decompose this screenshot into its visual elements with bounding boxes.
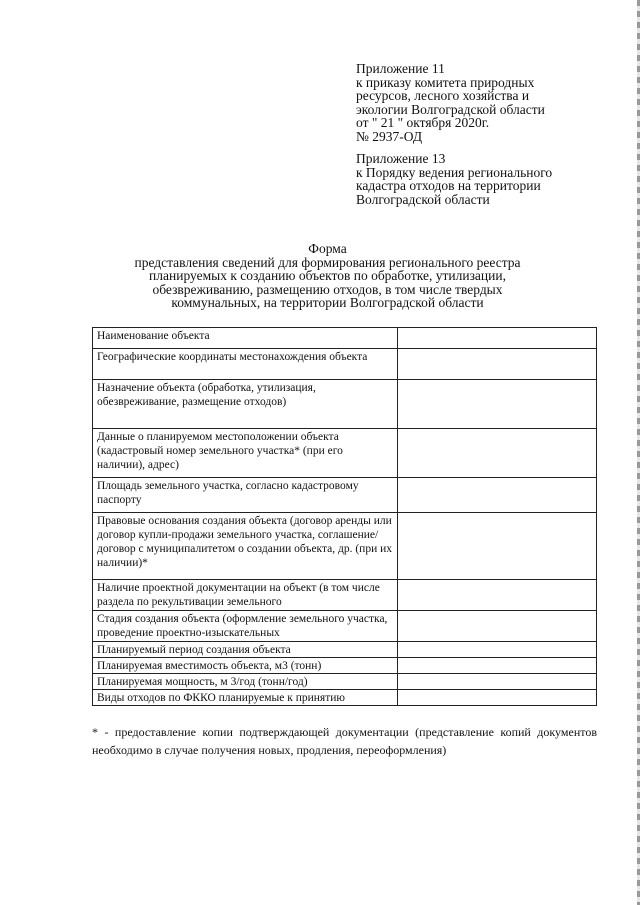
row-label: Правовые основания создания объекта (договор аренды или договор купли-продажи земельного участка, соглашение/ договор с муниципалитетом о создании объекта, др. (при их наличии)* xyxy=(93,513,398,580)
row-value-field[interactable] xyxy=(398,429,597,478)
table-row xyxy=(93,580,597,611)
row-value-field[interactable] xyxy=(398,690,597,706)
row-value-field[interactable] xyxy=(398,349,597,380)
row-label: Стадия создания объекта (оформление земельного участка, проведение проектно-изыскательных xyxy=(93,611,398,642)
table-row xyxy=(93,349,597,380)
row-value-field[interactable] xyxy=(398,580,597,611)
row-label: Планируемая мощность, м 3/год (тонн/год) xyxy=(93,674,398,690)
table-row xyxy=(93,611,597,642)
appendix-13-line: кадастра отходов на территории xyxy=(356,178,541,193)
row-label: Наличие проектной документации на объект (в том числе раздела по рекультивации земельного xyxy=(93,580,398,611)
form-title-line: представления сведений для формирования регионального реестра xyxy=(134,254,521,270)
row-value-field[interactable] xyxy=(398,328,597,349)
row-value-field[interactable] xyxy=(398,513,597,580)
appendix-11-header xyxy=(356,62,606,143)
form-title-line: планируемых к созданию объектов по обработке, утилизации, xyxy=(149,268,506,283)
appendix-11-line: к приказу комитета природных xyxy=(356,74,535,90)
appendix-11-line: № 2937-ОД xyxy=(356,128,423,144)
table-row xyxy=(93,478,597,513)
form-title-line: коммунальных, на территории Волгоградской области xyxy=(171,295,484,310)
table-row xyxy=(93,328,597,349)
row-label: Наименование объекта xyxy=(93,328,398,349)
appendix-13-line: Приложение 13 xyxy=(356,151,446,166)
form-table xyxy=(92,327,597,706)
appendix-13-line: Волгоградской области xyxy=(356,191,490,207)
appendix-11-line: Приложение 11 xyxy=(356,61,445,76)
footnote: * - предоставление копии подтверждающей документации (представление копий документов необходимо в случае получения новых, продления, переоформления) xyxy=(92,725,597,757)
row-label: Площадь земельного участка, согласно кадастровому паспорту xyxy=(93,478,398,513)
table-row xyxy=(93,513,597,580)
row-value-field[interactable] xyxy=(398,674,597,690)
row-label: Планируемая вместимость объекта, м3 (тонн) xyxy=(93,658,398,674)
row-label: Назначение объекта (обработка, утилизация, обезвреживание, размещение отходов) xyxy=(93,380,398,429)
row-value-field[interactable] xyxy=(398,380,597,429)
table-row xyxy=(93,380,597,429)
appendix-11-line: ресурсов, лесного хозяйства и xyxy=(356,88,530,103)
form-title xyxy=(100,242,555,310)
table-row xyxy=(93,674,597,690)
appendix-11-line: экологии Волгоградской области xyxy=(356,101,545,117)
row-value-field[interactable] xyxy=(398,478,597,513)
appendix-13-line: к Порядку ведения регионального xyxy=(356,164,553,180)
row-value-field[interactable] xyxy=(398,658,597,674)
row-label: Виды отходов по ФККО планируемые к принятию xyxy=(93,690,398,706)
table-row xyxy=(93,690,597,706)
table-row xyxy=(93,429,597,478)
row-value-field[interactable] xyxy=(398,611,597,642)
table-row xyxy=(93,658,597,674)
form-title-line: Форма xyxy=(308,241,347,256)
row-label: Данные о планируемом местоположении объекта (кадастровый номер земельного участка* (при его наличии), адрес) xyxy=(93,429,398,478)
row-label: Планируемый период создания объекта xyxy=(93,642,398,658)
table-row xyxy=(93,642,597,658)
appendix-11-line: от " 21 " октября 2020г. xyxy=(356,115,490,130)
row-label: Географические координаты местонахождения объекта xyxy=(93,349,398,380)
form-title-line: обезвреживанию, размещению отходов, в том числе твердых xyxy=(152,281,503,297)
appendix-13-header xyxy=(356,152,606,206)
row-value-field[interactable] xyxy=(398,642,597,658)
